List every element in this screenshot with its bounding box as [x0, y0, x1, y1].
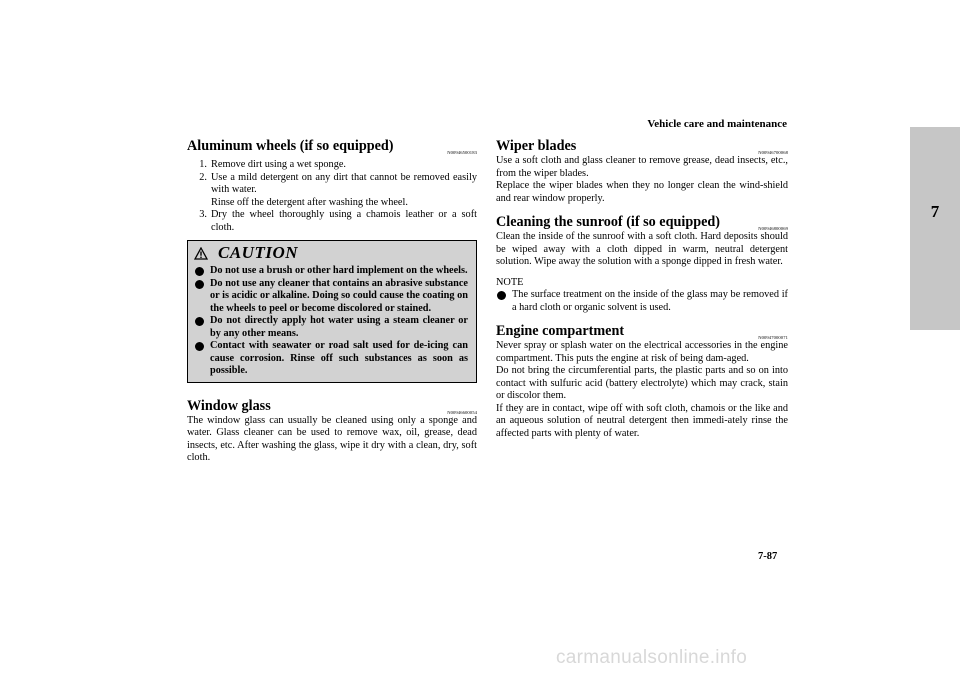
step-body: [211, 172, 477, 210]
caution-item: [194, 315, 468, 340]
step-number: 1.: [199, 159, 207, 170]
engine-code: N00947000071: [758, 335, 788, 340]
section-heading-sunroof: [496, 214, 788, 231]
right-column: [496, 138, 788, 440]
warning-triangle-icon: [194, 247, 208, 260]
note-list: [496, 289, 788, 314]
window-text: The window glass can usually be cleaned using only a sponge and water. Glass cleaner can be used to remove wax, oil, grease, dead insects, etc. After washing the glass, wipe it dry with a clean, dry, soft cloth.: [187, 414, 477, 463]
section-heading-wiper: [496, 138, 788, 155]
step-item: [187, 159, 477, 172]
caution-header: [194, 241, 468, 265]
left-column: [187, 138, 477, 465]
bullet-icon: [497, 291, 506, 300]
step-text: Remove dirt using a wet sponge.: [211, 159, 346, 170]
chapter-tab-number: 7: [930, 202, 940, 221]
caution-box: [187, 240, 477, 383]
engine-text-1: Never spray or splash water on the electrical accessories in the engine compartment. This puts the engine at risk of being dam-aged.: [496, 340, 788, 364]
step-number: 3.: [199, 209, 207, 220]
caution-item-text: Do not directly apply hot water using a steam cleaner or by any other means.: [210, 315, 468, 339]
step-text: Use a mild detergent on any dirt that cannot be removed easily with water.: [211, 171, 477, 195]
aluminum-code: N00946500183: [447, 150, 477, 155]
bullet-icon: [195, 342, 204, 351]
wiper-title: Wiper blades: [496, 138, 577, 154]
wiper-text-2: Replace the wiper blades when they no longer clean the wind-shield and rear window properly.: [496, 180, 788, 204]
bullet-icon: [195, 280, 204, 289]
aluminum-title: Aluminum wheels (if so equipped): [187, 138, 394, 154]
note-item: [496, 289, 788, 314]
step-number: 2.: [199, 171, 207, 183]
wiper-code: N00946700068: [758, 150, 788, 155]
engine-title: Engine compartment: [496, 323, 625, 339]
step-item: [187, 172, 477, 210]
note-label: NOTE: [496, 276, 524, 288]
running-header: Vehicle care and maintenance: [647, 118, 787, 130]
section-heading-window: [187, 398, 477, 415]
sunroof-title: Cleaning the sunroof (if so equipped): [496, 214, 721, 230]
bullet-icon: [195, 267, 204, 276]
wiper-text-1: Use a soft cloth and glass cleaner to remove grease, dead insects, etc., from the wiper blades.: [496, 155, 788, 179]
section-heading-aluminum: [187, 138, 477, 155]
caution-item-text: Do not use any cleaner that contains an abrasive substance or is acidic or alkaline. Doing so could cause the coating on the wheels to peel or become discolored or stained.: [210, 277, 468, 314]
chapter-tab: [910, 127, 960, 330]
engine-text-2: Do not bring the circumferential parts, the plastic parts and so on into contact with sulfuric acid (battery electrolyte) which may crack, stain or discolor them.: [496, 365, 788, 401]
window-title: Window glass: [187, 397, 271, 414]
engine-text-3: If they are in contact, wipe off with soft cloth, chamois or the like and an aqueous solution of neutral detergent then immedi-ately rinse the affected parts with plenty of water.: [496, 402, 788, 439]
caution-list: [194, 265, 468, 378]
caution-item-text: Do not use a brush or other hard implement on the wheels.: [210, 265, 468, 276]
section-heading-engine: [496, 323, 788, 340]
step-item: [187, 209, 477, 234]
bullet-icon: [195, 317, 204, 326]
caution-title: CAUTION: [218, 242, 299, 262]
aluminum-steps: [187, 159, 477, 234]
sunroof-code: N00946800069: [758, 226, 788, 231]
note-text: The surface treatment on the inside of the glass may be removed if a hard cloth or organic solvent is used.: [512, 289, 788, 313]
sunroof-text: Clean the inside of the sunroof with a soft cloth. Hard deposits should be wiped away with a cloth dipped in warm, neutral detergent solution. Wipe away the solution with a sponge dipped in fresh water.: [496, 231, 788, 267]
caution-item: [194, 278, 468, 316]
step-text: Dry the wheel thoroughly using a chamois leather or a soft cloth.: [211, 209, 477, 233]
page-number: 7-87: [758, 551, 778, 562]
watermark: carmanualsonline.info: [556, 647, 748, 668]
caution-item-text: Contact with seawater or road salt used for de-icing can cause corrosion. Rinse off such substances as soon as possible.: [210, 340, 468, 376]
caution-item: [194, 265, 468, 278]
step-extra: Rinse off the detergent after washing the wheel.: [211, 196, 408, 208]
window-code: N00946600054: [447, 409, 477, 415]
caution-item: [194, 340, 468, 378]
